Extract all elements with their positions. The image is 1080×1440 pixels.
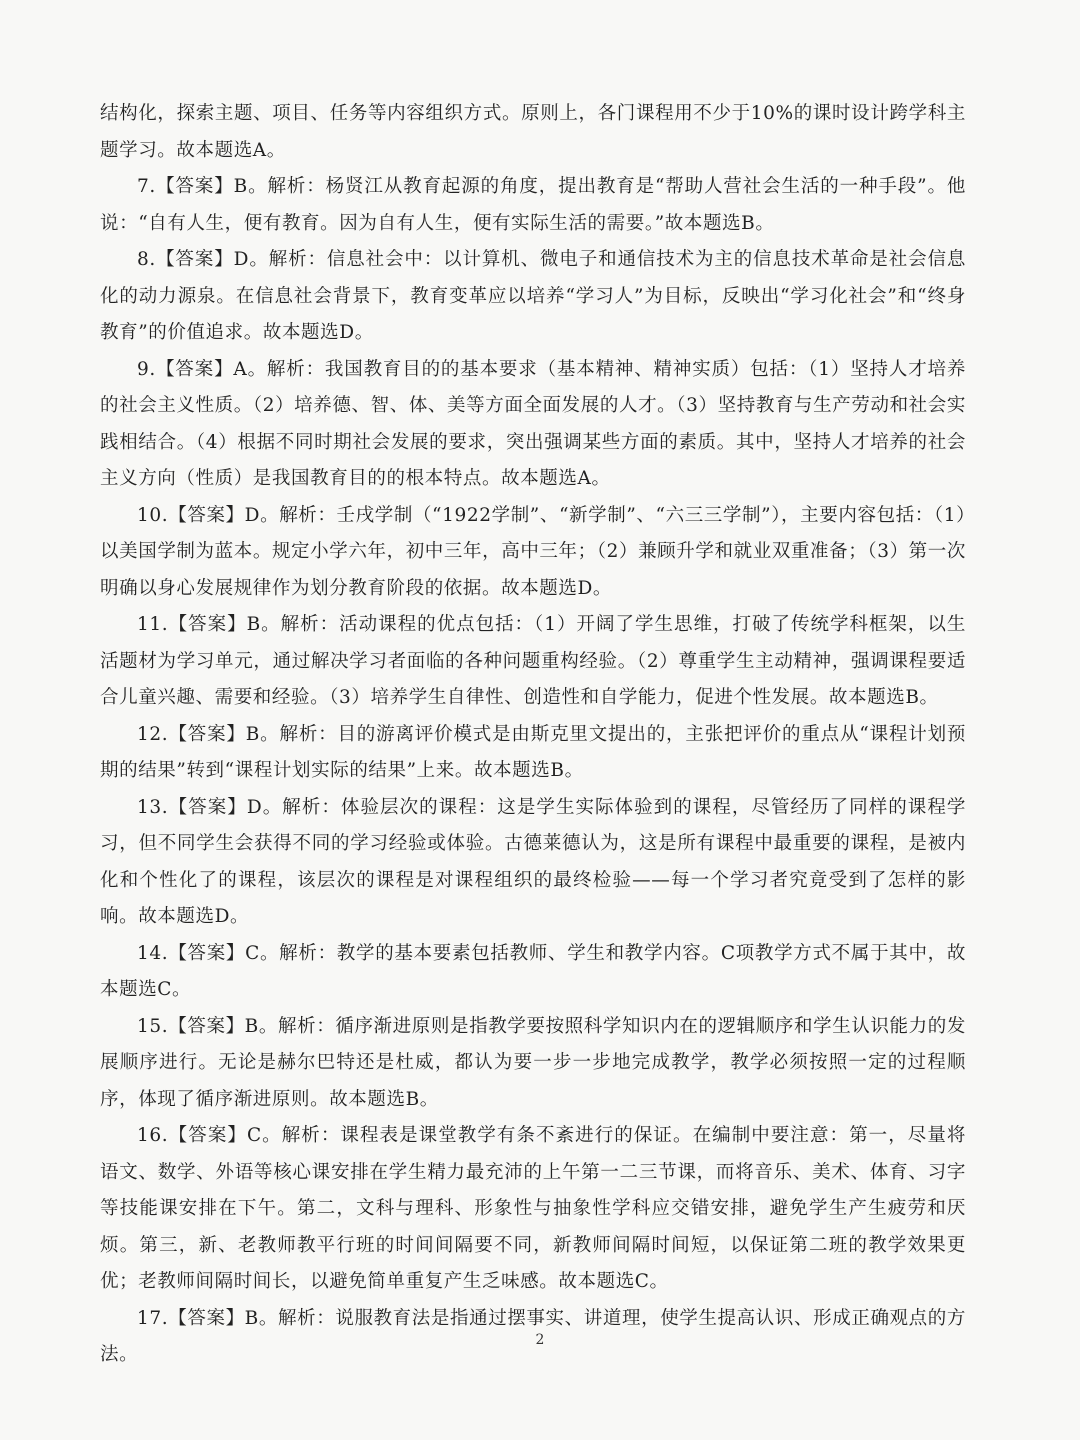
answer-paragraph-14: 14.【答案】C。解析：教学的基本要素包括教师、学生和教学内容。C项教学方式不属于其中，故本题选C。 (100, 942, 966, 1000)
answer-paragraph-9: 9.【答案】A。解析：我国教育目的的基本要求（基本精神、精神实质）包括：（1）坚持人才培养的社会主义性质。（2）培养德、智、体、美等方面全面发展的人才。（3）坚持教育与生产劳动和社会实践相结合。（4）根据不同时期社会发展的要求，突出强调某些方面的素质。其中，坚持人才培养的社会主义方向（性质）是我国教育目的的根本特点。故本题选A。 (100, 358, 966, 489)
answer-paragraph-10: 10.【答案】D。解析：壬戌学制（“1922学制”、“新学制”、“六三三学制”），主要内容包括：（1）以美国学制为蓝本。规定小学六年，初中三年，高中三年；（2）兼顾升学和就业双重准备；（3）第一次明确以身心发展规律作为划分教育阶段的依据。故本题选D。 (100, 504, 966, 599)
answer-paragraph-16: 16.【答案】C。解析：课程表是课堂教学有条不紊进行的保证。在编制中要注意：第一，尽量将语文、数学、外语等核心课安排在学生精力最充沛的上午第一二三节课，而将音乐、美术、体育、习字等技能课安排在下午。第二，文科与理科、形象性与抽象性学科应交错安排，避免学生产生疲劳和厌烦。第三，新、老教师教平行班的时间间隔要不同，新教师间隔时间短，以保证第二班的教学效果更优；老教师间隔时间长，以避免简单重复产生乏味感。故本题选C。 (100, 1125, 966, 1292)
answer-paragraph-12: 12.【答案】B。解析：目的游离评价模式是由斯克里文提出的，主张把评价的重点从“课程计划预期的结果”转到“课程计划实际的结果”上来。故本题选B。 (100, 723, 966, 781)
answer-paragraph-7: 7.【答案】B。解析：杨贤江从教育起源的角度，提出教育是“帮助人营社会生活的一种手段”。他说：“自有人生，便有教育。因为自有人生，便有实际生活的需要。”故本题选B。 (100, 176, 966, 234)
answer-paragraph-11: 11.【答案】B。解析：活动课程的优点包括：（1）开阔了学生思维，打破了传统学科框架，以生活题材为学习单元，通过解决学习者面临的各种问题重构经验。（2）尊重学生主动精神，强调课程要适合儿童兴趣、需要和经验。（3）培养学生自律性、创造性和自学能力，促进个性发展。故本题选B。 (100, 614, 966, 708)
answer-paragraph-13: 13.【答案】D。解析：体验层次的课程：这是学生实际体验到的课程，尽管经历了同样的课程学习，但不同学生会获得不同的学习经验或体验。古德莱德认为，这是所有课程中最重要的课程，是被内化和个性化了的课程，该层次的课程是对课程组织的最终检验——每一个学习者究竟受到了怎样的影响。故本题选D。 (100, 796, 966, 927)
answer-paragraph-15: 15.【答案】B。解析：循序渐进原则是指教学要按照科学知识内在的逻辑顺序和学生认识能力的发展顺序进行。无论是赫尔巴特还是杜威，都认为要一步一步地完成教学，教学必须按照一定的过程顺序，体现了循序渐进原则。故本题选B。 (100, 1015, 966, 1110)
answer-paragraph-8: 8.【答案】D。解析：信息社会中：以计算机、微电子和通信技术为主的信息技术革命是社会信息化的动力源泉。在信息社会背景下，教育变革应以培养“学习人”为目标，反映出“学习化社会”和“终身教育”的价值追求。故本题选D。 (100, 249, 966, 343)
answer-explanations (100, 96, 966, 1374)
page-number: 2 (535, 1332, 545, 1348)
paragraph-continuation: 结构化，探索主题、项目、任务等内容组织方式。原则上，各门课程用不少于10%的课时设计跨学科主题学习。故本题选A。 (100, 103, 966, 161)
answer-paragraph-17: 17.【答案】B。解析：说服教育法是指通过摆事实、讲道理，使学生提高认识、形成正确观点的方法。 (100, 1307, 966, 1365)
